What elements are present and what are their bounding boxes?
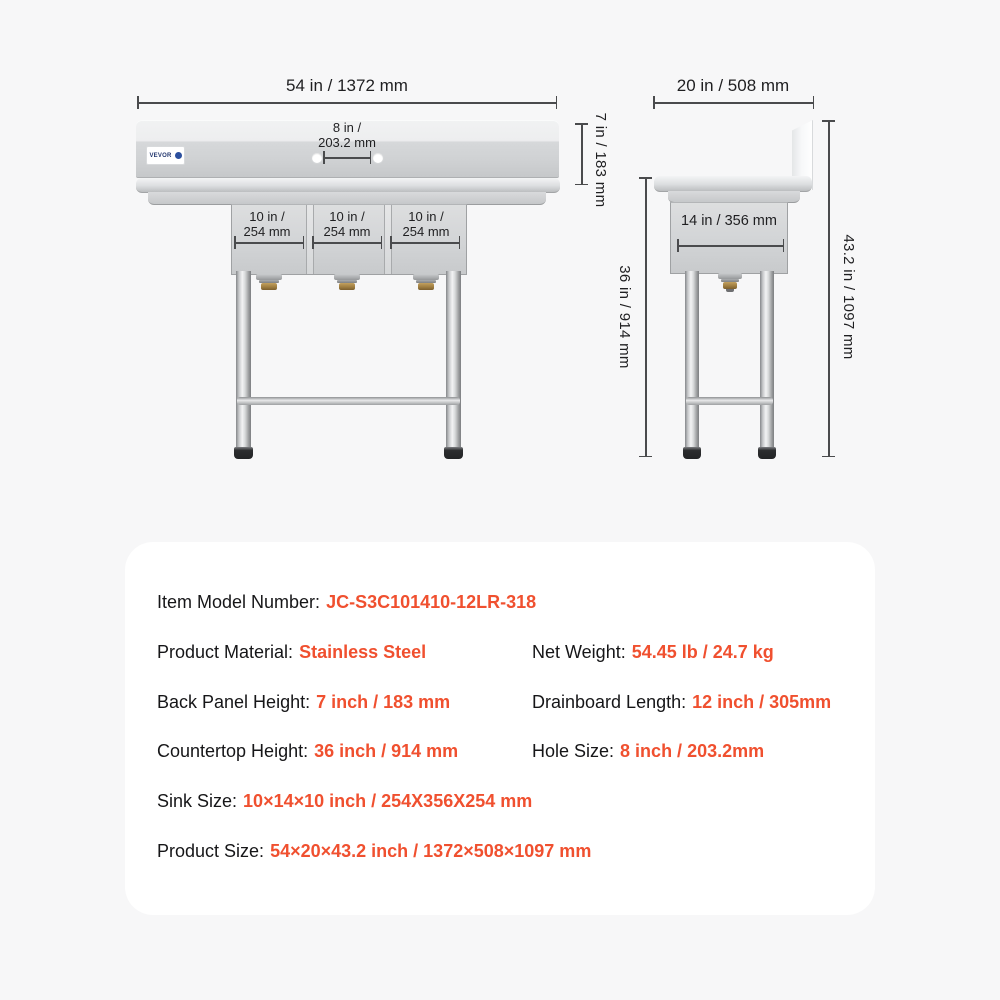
spec-hole xyxy=(532,741,764,762)
front-foot-left xyxy=(234,447,253,459)
spec-drainboard xyxy=(532,692,831,713)
overall-height-label: 43.2 in / 1097 mm xyxy=(840,234,857,360)
bowl3-line2: 254 mm xyxy=(402,223,450,239)
spec-material-value: Stainless Steel xyxy=(299,642,427,662)
spec-net-weight xyxy=(532,642,774,663)
bowl3-line1: 10 in / xyxy=(408,209,444,224)
hole-spacing-dim-line xyxy=(323,157,371,159)
brand-sticker xyxy=(146,146,185,165)
drain-fitting-1 xyxy=(256,274,282,292)
bowl1-width-label xyxy=(244,210,291,239)
spec-countertop-label: Countertop Height: xyxy=(157,741,309,761)
faucet-hole-right xyxy=(372,152,384,164)
side-overall-depth-label: 20 in / 508 mm xyxy=(676,76,790,95)
front-leg-left xyxy=(236,271,251,448)
drain-fitting-3 xyxy=(413,274,439,292)
spec-sink-size-label: Sink Size: xyxy=(157,791,238,811)
back-panel-height-label: 7 in / 183 mm xyxy=(592,112,609,208)
brand-logo-icon xyxy=(175,152,182,159)
spec-back-panel xyxy=(157,692,450,713)
spec-drainboard-label: Drainboard Length: xyxy=(532,692,687,712)
back-panel-height-dim-line xyxy=(581,123,583,185)
spec-hole-value: 8 inch / 203.2mm xyxy=(620,741,765,761)
spec-product-size xyxy=(157,841,591,862)
side-leg-left xyxy=(685,271,699,448)
drain-fitting-2 xyxy=(334,274,360,292)
spec-net-weight-label: Net Weight: xyxy=(532,642,626,662)
front-cross-brace xyxy=(237,397,460,405)
overall-height-dim-line xyxy=(828,120,830,457)
countertop-height-label: 36 in / 914 mm xyxy=(616,265,633,369)
drain-fitting-side xyxy=(718,273,742,292)
spec-net-weight-value: 54.45 lb / 24.7 kg xyxy=(631,642,774,662)
faucet-hole-left xyxy=(311,152,323,164)
side-cross-brace xyxy=(686,397,773,405)
bowl1-dim-line xyxy=(234,242,304,244)
spec-countertop-value: 36 inch / 914 mm xyxy=(314,741,459,761)
side-overall-depth-dim-line xyxy=(653,102,814,104)
spec-material xyxy=(157,642,426,663)
countertop-height-dim-line xyxy=(645,177,647,457)
bowl3-dim-line xyxy=(390,242,460,244)
spec-hole-label: Hole Size: xyxy=(532,741,615,761)
bowl2-width-label xyxy=(324,210,371,239)
spec-back-panel-label: Back Panel Height: xyxy=(157,692,311,712)
front-leg-right xyxy=(446,271,461,448)
brand-sticker-label: VEVOR xyxy=(149,152,172,159)
spec-countertop xyxy=(157,741,458,762)
bowl1-line1: 10 in / xyxy=(249,209,285,224)
hole-spacing-line1: 8 in / xyxy=(332,120,362,135)
bowl-depth-dim-line xyxy=(677,245,784,247)
drain2-nut xyxy=(339,283,355,290)
side-foot-left xyxy=(683,447,701,459)
front-foot-right xyxy=(444,447,463,459)
spec-model xyxy=(157,592,536,613)
front-overall-width-label: 54 in / 1372 mm xyxy=(286,76,408,95)
side-drain-stem xyxy=(726,289,734,292)
bowl-depth-label: 14 in / 356 mm xyxy=(681,213,777,229)
countertop-side xyxy=(654,176,812,192)
countertop-front xyxy=(136,178,560,193)
spec-sink-size-value: 10×14×10 inch / 254X356X254 mm xyxy=(243,791,533,811)
spec-material-label: Product Material: xyxy=(157,642,294,662)
spec-back-panel-value: 7 inch / 183 mm xyxy=(316,692,451,712)
bowl2-line1: 10 in / xyxy=(329,209,365,224)
bowl2-line2: 254 mm xyxy=(323,223,371,239)
spec-product-size-label: Product Size: xyxy=(157,841,265,861)
bowl1-line2: 254 mm xyxy=(243,223,291,239)
front-view-diagram xyxy=(0,0,620,470)
side-leg-right xyxy=(760,271,774,448)
spec-model-label: Item Model Number: xyxy=(157,592,321,612)
spec-sink-size xyxy=(157,791,532,812)
drain3-nut xyxy=(418,283,434,290)
drain1-nut xyxy=(261,283,277,290)
front-overall-width-dim-line xyxy=(137,102,557,104)
side-drain-nut xyxy=(723,282,737,289)
hole-spacing-label xyxy=(318,121,376,150)
spec-product-size-value: 54×20×43.2 inch / 1372×508×1097 mm xyxy=(270,841,592,861)
spec-model-value: JC-S3C101410-12LR-318 xyxy=(326,592,537,612)
spec-card xyxy=(125,542,875,915)
side-foot-right xyxy=(758,447,776,459)
bowl2-dim-line xyxy=(312,242,382,244)
hole-spacing-line2: 203.2 mm xyxy=(318,134,376,150)
side-view-diagram xyxy=(600,0,1000,470)
spec-drainboard-value: 12 inch / 305mm xyxy=(692,692,832,712)
bowl3-width-label xyxy=(403,210,450,239)
